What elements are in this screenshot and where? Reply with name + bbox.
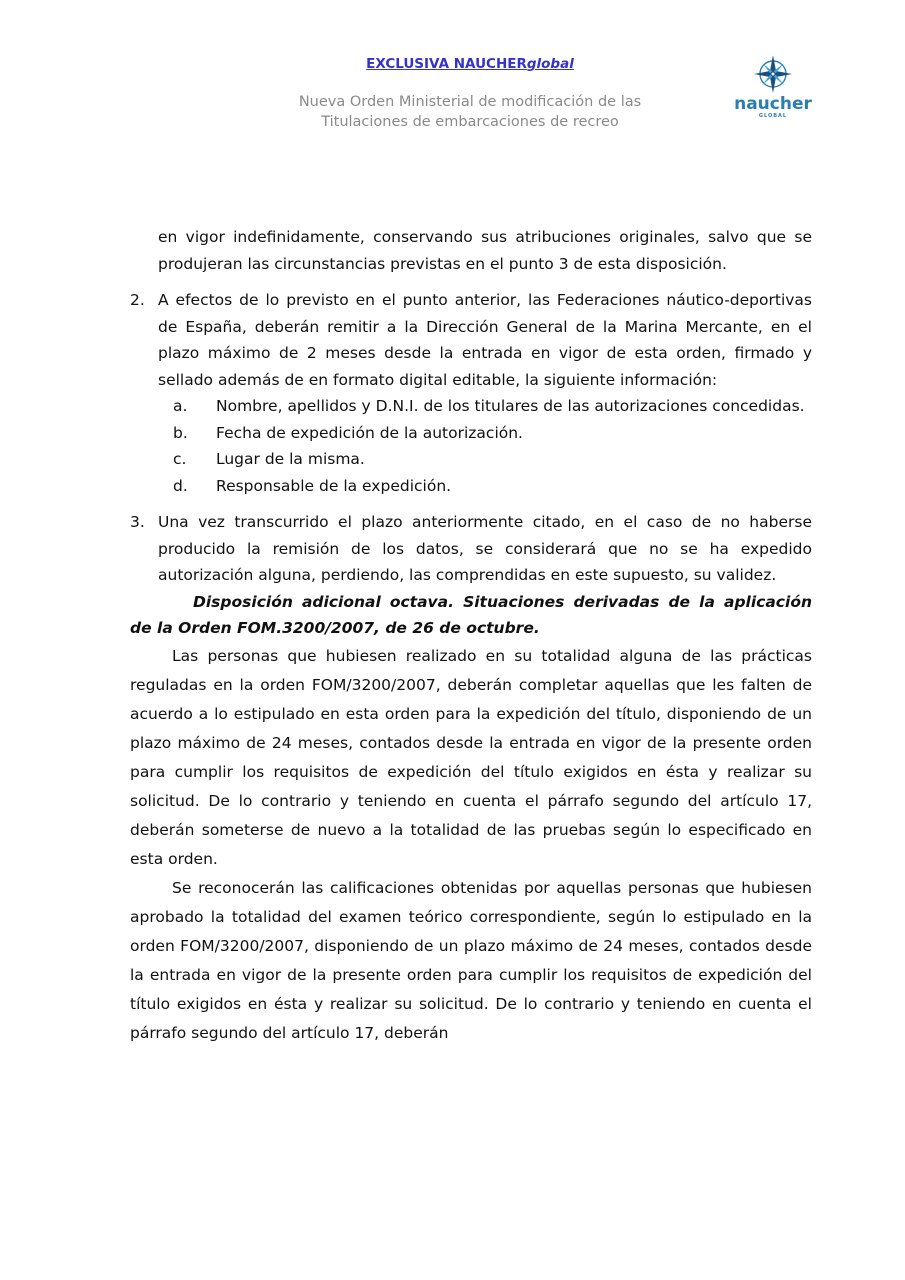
section-heading: Disposición adicional octava. Situaciones derivadas de la aplicación de la Orden FOM.3200/2007, de 26 de octubre. [130, 592, 812, 637]
sub-item-b [130, 420, 812, 447]
header-link-main: EXCLUSIVA NAUCHER [366, 56, 527, 72]
logo-subword: GLOBAL [758, 113, 788, 119]
sub-item-c-text: Lugar de la misma. [216, 450, 365, 468]
item-2-number: 2. [130, 291, 145, 309]
naucher-logo [728, 56, 818, 120]
item-3-text: Una vez transcurrido el plazo anteriormente citado, en el caso de no haberse producido la remisión de los datos, se considerará que no se ha expedido autorización alguna, perdiendo, las comprendidas en este supuesto, su validez. [158, 513, 812, 584]
document-subtitle [260, 92, 680, 132]
item-2-text: A efectos de lo previsto en el punto anterior, las Federaciones náutico-deportivas de España, deberán remitir a la Dirección General de la Marina Mercante, en el plazo máximo de 2 meses desde la entrada en vigor de esta orden, firmado y sellado además de en formato digital editable, la siguiente información: [158, 291, 812, 389]
sub-item-a-label: a. [173, 397, 188, 415]
header-link-suffix: global [526, 56, 574, 72]
sub-item-b-text: Fecha de expedición de la autorización. [216, 423, 523, 442]
document-body [130, 224, 812, 1048]
compass-rose-icon [728, 56, 818, 96]
sub-item-d [130, 473, 812, 500]
logo-wordmark: naucher [734, 94, 812, 114]
subtitle-line-1: Nueva Orden Ministerial de modificación de las [298, 94, 642, 110]
item-1-continuation: en vigor indefinidamente, conservando sus atribuciones originales, salvo que se produjeran las circunstancias previstas en el punto 3 de esta disposición. [158, 228, 812, 273]
paragraph-1: Las personas que hubiesen realizado en su totalidad alguna de las prácticas reguladas en la orden FOM/3200/2007, deberán completar aquellas que les falten de acuerdo a lo estipulado en esta orden para la expedición del título, disponiendo de un plazo máximo de 24 meses, contados desde la entrada en vigor de la presente orden para cumplir los requisitos de expedición del título exigidos en ésta y realizar su solicitud. De lo contrario y teniendo en cuenta el párrafo segundo del artículo 17, deberán someterse de nuevo a la totalidad de las pruebas según lo especificado en esta orden. [130, 646, 812, 868]
sub-item-b-label: b. [173, 423, 188, 442]
subtitle-line-2: Titulaciones de embarcaciones de recreo [321, 114, 619, 130]
exclusiva-header-link[interactable] [300, 56, 640, 72]
sub-item-d-text: Responsable de la expedición. [216, 476, 452, 495]
list-item-2 [130, 287, 812, 393]
sub-item-d-label: d. [173, 476, 188, 495]
sub-item-a [130, 393, 812, 420]
sub-item-a-text: Nombre, apellidos y D.N.I. de los titulares de las autorizaciones concedidas. [216, 397, 805, 415]
sub-item-c [130, 446, 812, 473]
item-3-number: 3. [130, 513, 145, 531]
paragraph-2: Se reconocerán las calificaciones obtenidas por aquellas personas que hubiesen aprobado la totalidad del examen teórico correspondiente, según lo estipulado en la orden FOM/3200/2007, disponiendo de un plazo máximo de 24 meses, contados desde la entrada en vigor de la presente orden para cumplir los requisitos de expedición del título exigidos en ésta y realizar su solicitud. De lo contrario y teniendo en cuenta el párrafo segundo del artículo 17, deberán [130, 878, 812, 1042]
list-item-3 [130, 509, 812, 589]
sub-item-c-label: c. [173, 450, 187, 468]
